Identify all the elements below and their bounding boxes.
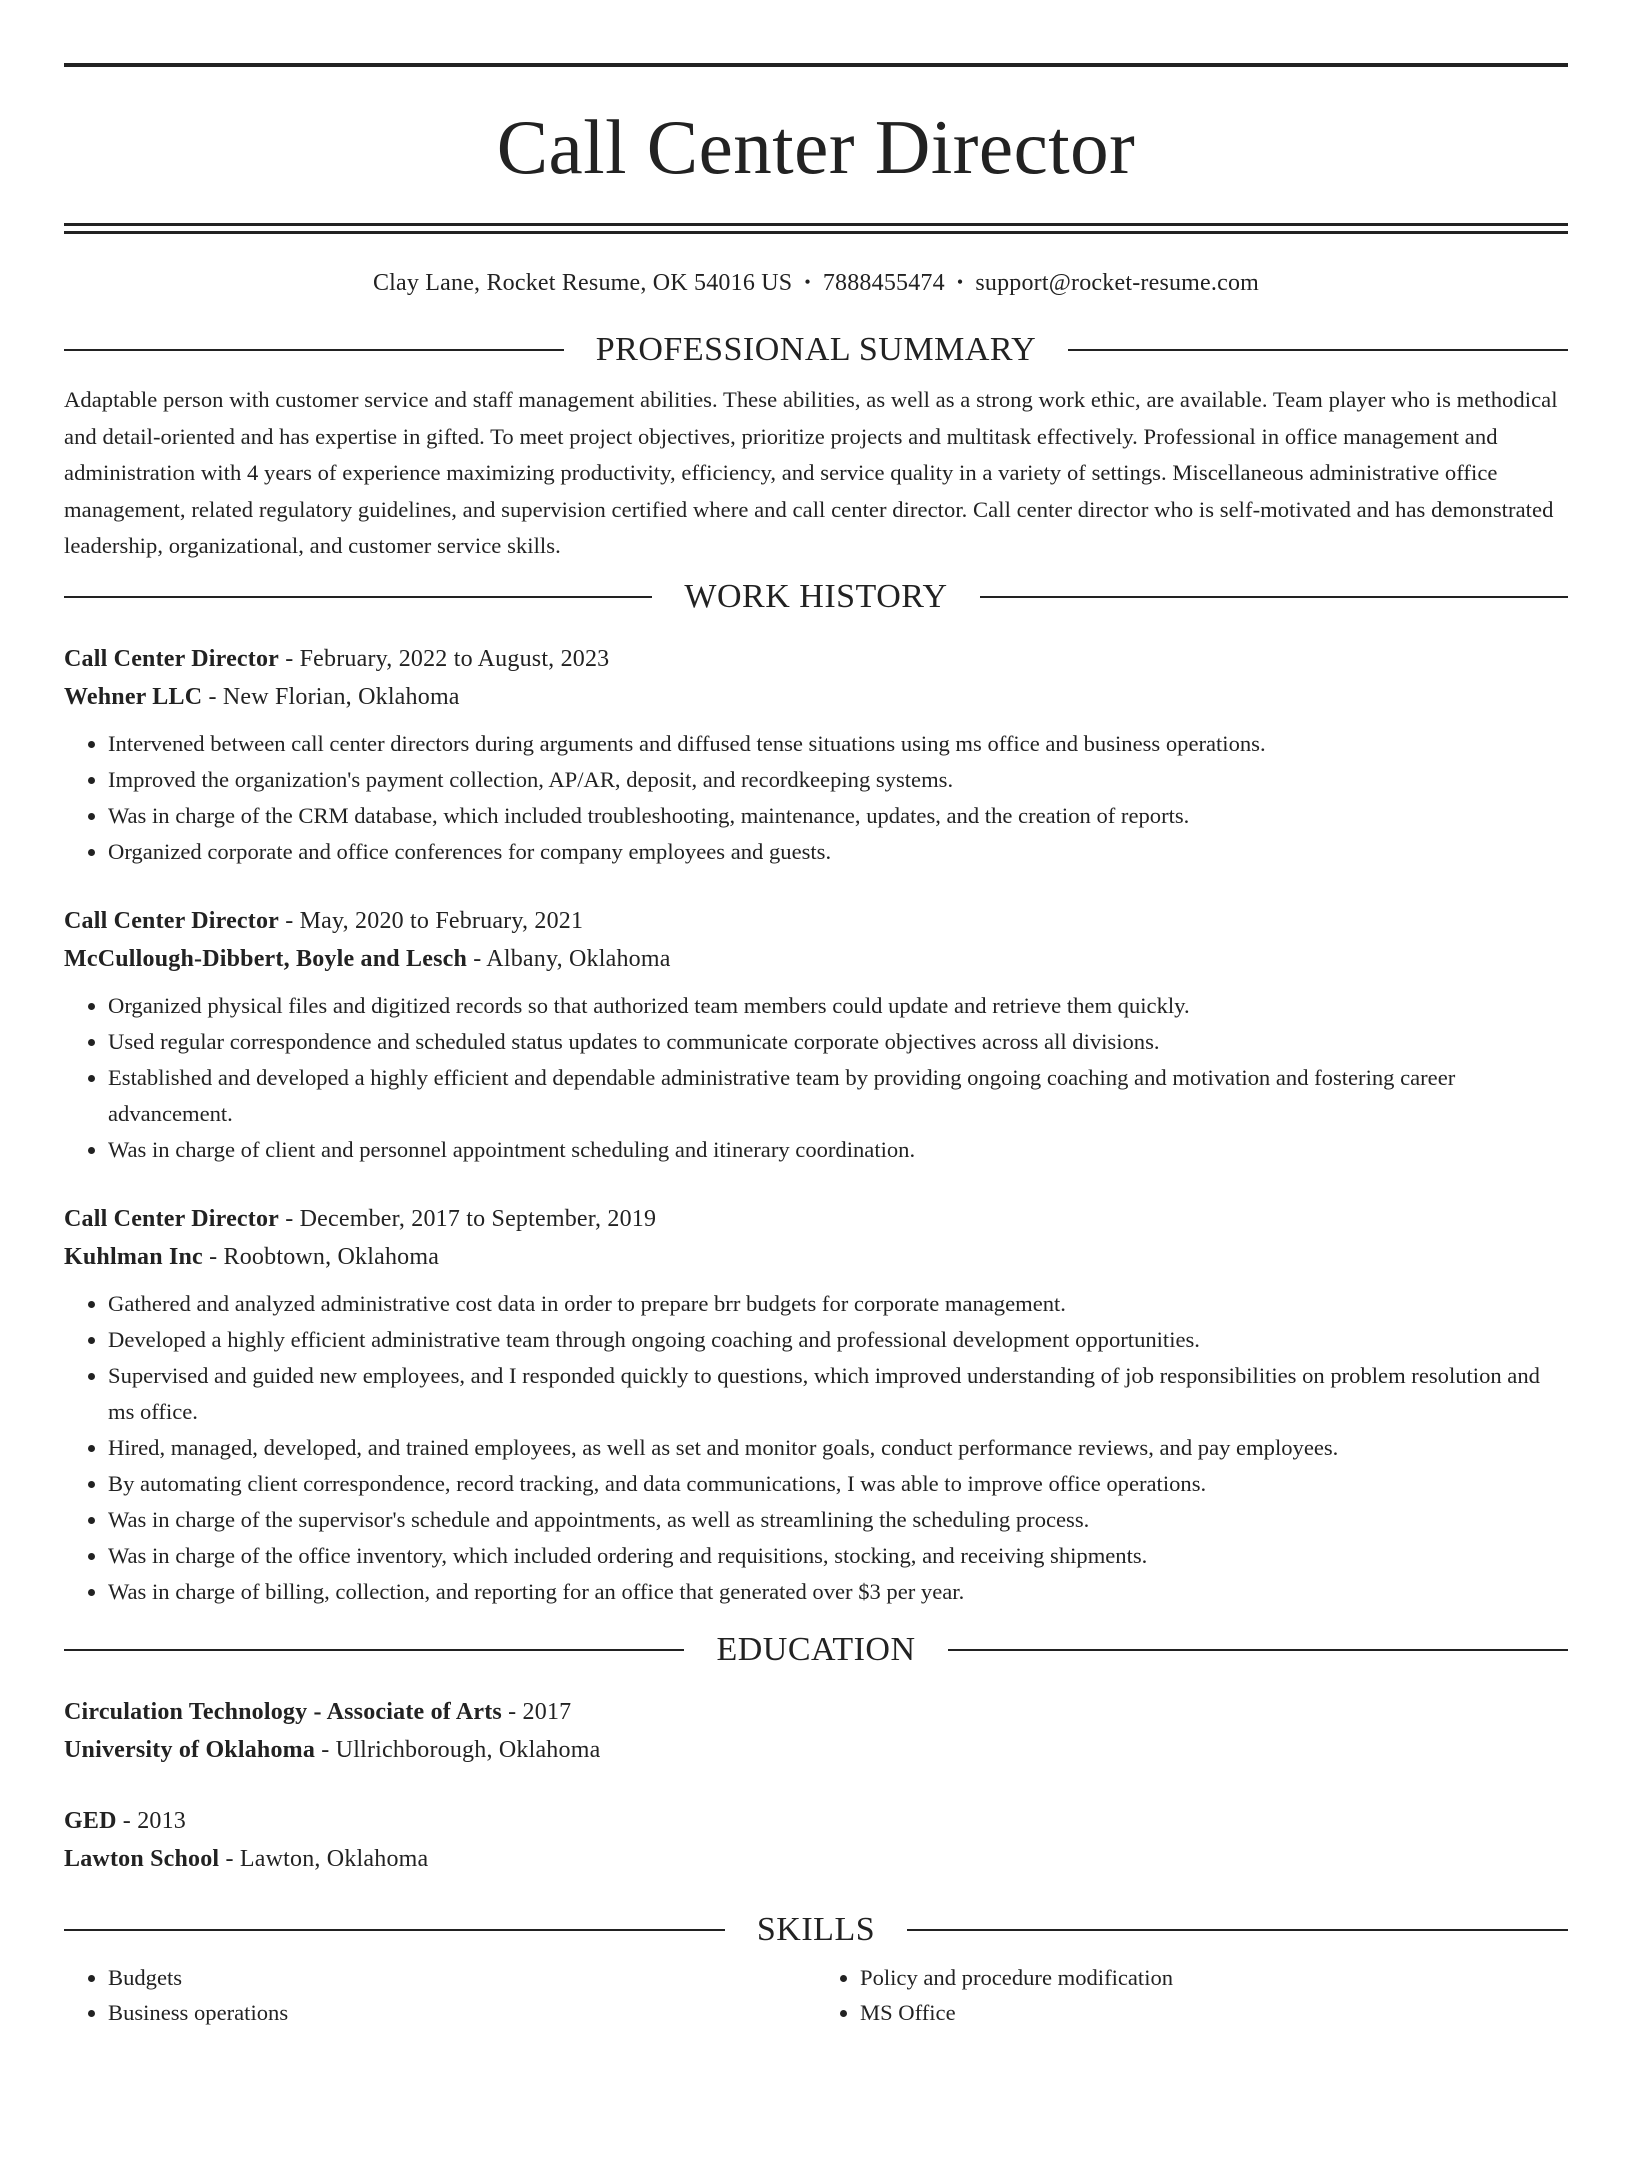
job-company: McCullough-Dibbert, Boyle and Lesch [64, 945, 468, 972]
job-location: - Roobtown, Oklahoma [202, 1243, 440, 1270]
work-heading: WORK HISTORY [684, 577, 948, 615]
contact-line [64, 267, 1568, 298]
summary-heading: PROFESSIONAL SUMMARY [595, 331, 1037, 368]
skill-item: • Budgets [108, 1960, 816, 1995]
heading-rule [1068, 349, 1568, 351]
top-rule [64, 63, 1568, 67]
job-bullets [64, 988, 1568, 1168]
contact-phone: 7888455474 [822, 270, 945, 296]
job-bullets [64, 1286, 1568, 1610]
education-school: Lawton School [64, 1845, 220, 1872]
skills-grid [64, 1960, 1568, 2030]
education-year: - 2013 [116, 1807, 187, 1834]
job-title-line [64, 640, 1568, 678]
education-location: - Ullrichborough, Oklahoma [315, 1736, 601, 1763]
education-degree-line [64, 1693, 1568, 1731]
job-bullet: • Established and developed a highly efficient and dependable administrative team by providing ongoing coaching and motivation and fostering career advancement. [108, 1060, 1568, 1132]
summary-section-heading [64, 328, 1568, 372]
job-bullet: • By automating client correspondence, record tracking, and data communications, I was able to improve office operations. [108, 1466, 1568, 1502]
skills-column-right [816, 1960, 1568, 2030]
heading-rule [948, 1649, 1568, 1651]
double-rule [64, 223, 1568, 234]
job-company-line [64, 940, 1568, 978]
education-school-line [64, 1731, 1568, 1769]
job-bullet: • Developed a highly efficient administrative team through ongoing coaching and professional development opportunities. [108, 1322, 1568, 1358]
skills-section-heading [64, 1908, 1568, 1952]
heading-rule [64, 596, 652, 598]
job-company-line [64, 678, 1568, 716]
job-entry [64, 902, 1568, 1168]
job-entry [64, 1200, 1568, 1610]
job-bullet: • Gathered and analyzed administrative cost data in order to prepare brr budgets for corporate management. [108, 1286, 1568, 1322]
job-bullet: • Organized corporate and office conferences for company employees and guests. [108, 834, 1568, 870]
job-title-line [64, 1200, 1568, 1238]
job-bullet: • Was in charge of client and personnel appointment scheduling and itinerary coordination. [108, 1132, 1568, 1168]
education-degree: GED [64, 1807, 117, 1834]
education-year: - 2017 [501, 1698, 572, 1725]
education-school-line [64, 1840, 1568, 1878]
job-bullets [64, 726, 1568, 870]
job-company: Wehner LLC [64, 683, 203, 710]
job-entry [64, 640, 1568, 870]
education-entry [64, 1802, 1568, 1878]
job-bullet: • Was in charge of the supervisor's schedule and appointments, as well as streamlining the scheduling process. [108, 1502, 1568, 1538]
education-entry [64, 1693, 1568, 1769]
job-location: - New Florian, Oklahoma [202, 683, 460, 710]
job-bullet: • Was in charge of billing, collection, and reporting for an office that generated over $3 per year. [108, 1574, 1568, 1610]
job-title: Call Center Director [64, 1205, 280, 1232]
job-bullet: • Intervened between call center directors during arguments and diffused tense situations using ms office and business operations. [108, 726, 1568, 762]
job-bullet: • Hired, managed, developed, and trained employees, as well as set and monitor goals, conduct performance reviews, and pay employees. [108, 1430, 1568, 1466]
job-title: Call Center Director [64, 907, 280, 934]
heading-rule [64, 1929, 725, 1931]
skill-item: • MS Office [860, 1995, 1568, 2030]
job-title: Call Center Director [64, 645, 280, 672]
job-bullet: • Organized physical files and digitized records so that authorized team members could update and retrieve them quickly. [108, 988, 1568, 1024]
resume-page [0, 63, 1632, 2175]
education-location: - Lawton, Oklahoma [219, 1845, 429, 1872]
heading-rule [64, 349, 564, 351]
job-bullet: • Used regular correspondence and scheduled status updates to communicate corporate objectives across all divisions. [108, 1024, 1568, 1060]
job-bullet: • Was in charge of the CRM database, which included troubleshooting, maintenance, updates, and the creation of reports. [108, 798, 1568, 834]
contact-address: Clay Lane, Rocket Resume, OK 54016 US [372, 270, 793, 296]
job-title-line [64, 902, 1568, 940]
skills-heading: SKILLS [756, 1910, 876, 1948]
heading-rule [64, 1649, 684, 1651]
education-degree-line [64, 1802, 1568, 1840]
job-bullet: • Was in charge of the office inventory, which included ordering and requisitions, stocking, and receiving shipments. [108, 1538, 1568, 1574]
education-school: University of Oklahoma [64, 1736, 316, 1763]
contact-email: support@rocket-resume.com [975, 270, 1260, 296]
education-degree: Circulation Technology - Associate of Arts [64, 1698, 502, 1725]
education-heading: EDUCATION [716, 1630, 916, 1668]
job-company-line [64, 1238, 1568, 1276]
job-dates: - February, 2022 to August, 2023 [279, 645, 610, 672]
heading-rule [980, 596, 1568, 598]
work-section-heading [64, 575, 1568, 619]
summary-text: Adaptable person with customer service and staff management abilities. These abilities, as well as a strong work ethic, are available. Team player who is methodical and detail-oriented and has expertise in gifted. To meet project objectives, prioritize projects and multitask effectively. Professional in office management and administration with 4 years of experience maximizing productivity, efficiency, and service quality in a variety of settings. Miscellaneous administrative office management, related regulatory guidelines, and supervision certified where and call center director. Call center director who is self-motivated and has demonstrated leadership, organizational, and customer service skills. [64, 387, 1558, 558]
skills-column-left [64, 1960, 816, 2030]
education-section-heading [64, 1628, 1568, 1672]
resume-name: Call Center Director [496, 104, 1136, 190]
job-location: - Albany, Oklahoma [467, 945, 671, 972]
separator-dot: • [804, 272, 811, 292]
separator-dot: • [956, 272, 964, 292]
job-dates: - May, 2020 to February, 2021 [279, 907, 584, 934]
skill-item: • Business operations [108, 1995, 816, 2030]
skill-item: • Policy and procedure modification [860, 1960, 1568, 1995]
job-dates: - December, 2017 to September, 2019 [279, 1205, 657, 1232]
heading-rule [907, 1929, 1568, 1931]
job-bullet: • Improved the organization's payment collection, AP/AR, deposit, and recordkeeping systems. [108, 762, 1568, 798]
job-company: Kuhlman Inc [64, 1243, 203, 1270]
job-bullet: • Supervised and guided new employees, and I responded quickly to questions, which improved understanding of job responsibilities on problem resolution and ms office. [108, 1358, 1568, 1430]
